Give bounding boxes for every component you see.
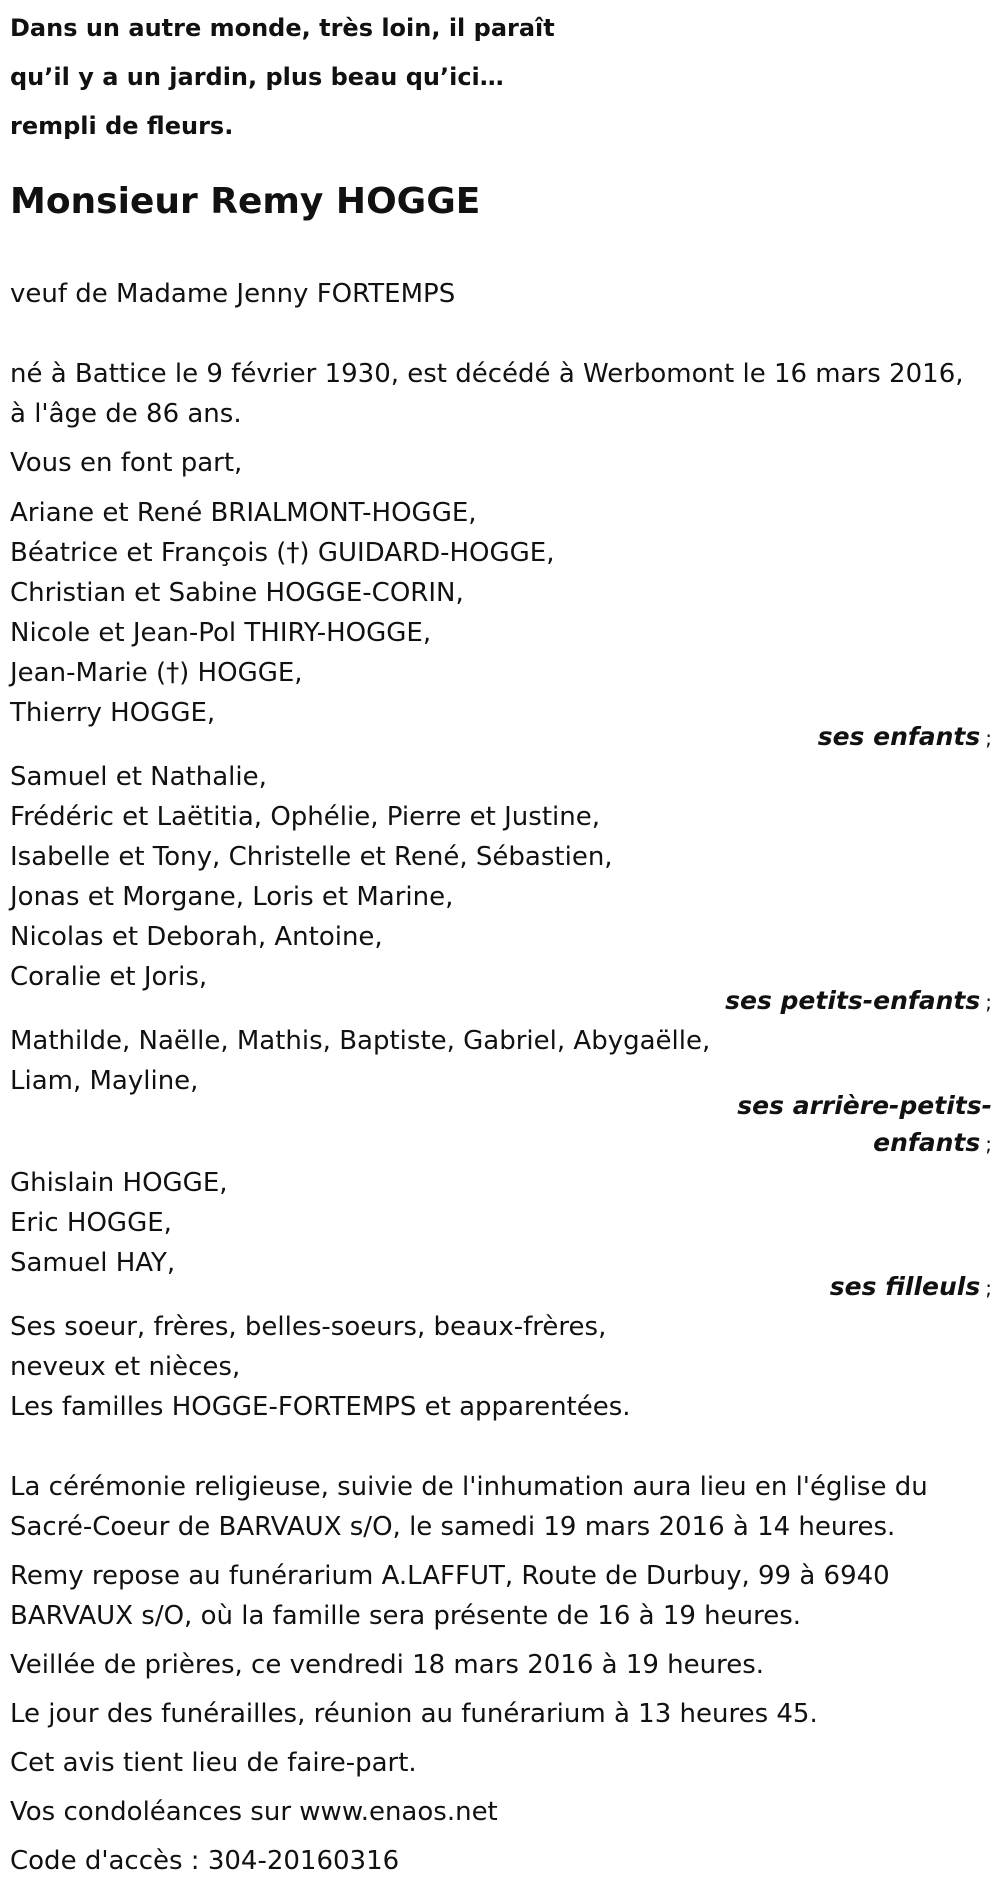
- role-label: ses enfants: [817, 722, 981, 751]
- list-item: Ghislain HOGGE,: [10, 1168, 228, 1198]
- birth-death-info: [10, 354, 990, 434]
- funeral-day-text: Le jour des funérailles, réunion au funérarium à 13 heures 45.: [10, 1699, 818, 1729]
- list-item: Samuel HAY,: [10, 1248, 176, 1278]
- poem: [10, 4, 630, 151]
- condolences-text: Vos condoléances sur www.enaos.net: [10, 1797, 498, 1827]
- list-item: Nicole et Jean-Pol THIRY-HOGGE,: [10, 618, 432, 648]
- list-item: Isabelle et Tony, Christelle et René, Sébastien,: [10, 842, 613, 872]
- grandchildren-list: [10, 757, 990, 997]
- widower-line: [10, 274, 990, 314]
- list-item: neveux et nièces,: [10, 1352, 241, 1382]
- ceremony-line: La cérémonie religieuse, suivie de l'inhumation aura lieu en l'église du: [10, 1472, 928, 1502]
- role-label: enfants: [873, 1128, 981, 1157]
- list-item: Béatrice et François (†) GUIDARD-HOGGE,: [10, 538, 555, 568]
- list-item: Ariane et René BRIALMONT-HOGGE,: [10, 498, 477, 528]
- deceased-name: Monsieur Remy HOGGE: [10, 181, 481, 222]
- poem-line: rempli de fleurs.: [10, 112, 234, 140]
- list-item: Eric HOGGE,: [10, 1208, 172, 1238]
- access-code-text: Code d'accès : 304-20160316: [10, 1846, 400, 1876]
- list-item: Nicolas et Deborah, Antoine,: [10, 922, 383, 952]
- list-item: Frédéric et Laëtitia, Ophélie, Pierre et Justine,: [10, 802, 600, 832]
- list-item: Christian et Sabine HOGGE-CORIN,: [10, 578, 464, 608]
- condolences-line: [10, 1792, 990, 1832]
- grandchildren-role: [725, 982, 992, 1021]
- godchildren-role: [830, 1268, 992, 1307]
- role-separator: ;: [985, 1276, 992, 1300]
- list-item: Les familles HOGGE-FORTEMPS et apparentées.: [10, 1392, 631, 1422]
- funerarium-line: Remy repose au funérarium A.LAFFUT, Route de Durbuy, 99 à 6940: [10, 1561, 890, 1591]
- notice-line: [10, 1743, 990, 1783]
- children-list: [10, 493, 990, 733]
- announce-line: [10, 443, 990, 483]
- godchildren-list: [10, 1163, 990, 1283]
- role-separator: ;: [985, 726, 992, 750]
- ceremony-line: Sacré-Coeur de BARVAUX s/O, le samedi 19 mars 2016 à 14 heures.: [10, 1512, 896, 1542]
- list-item: Thierry HOGGE,: [10, 698, 216, 728]
- birth-line: né à Battice le 9 février 1930, est décédé à Werbomont le 16 mars 2016,: [10, 359, 964, 389]
- vigil-text: Veillée de prières, ce vendredi 18 mars 2016 à 19 heures.: [10, 1650, 765, 1680]
- role-separator: ;: [985, 1132, 992, 1156]
- birth-line: à l'âge de 86 ans.: [10, 399, 242, 429]
- extended-family-list: [10, 1307, 990, 1427]
- list-item: Jean-Marie (†) HOGGE,: [10, 658, 303, 688]
- children-role: [818, 718, 992, 757]
- ceremony-info: [10, 1467, 990, 1547]
- list-item: Jonas et Morgane, Loris et Marine,: [10, 882, 454, 912]
- role-separator: ;: [985, 990, 992, 1014]
- list-item: Mathilde, Naëlle, Mathis, Baptiste, Gabriel, Abygaëlle,: [10, 1026, 711, 1056]
- list-item: Coralie et Joris,: [10, 962, 208, 992]
- poem-line: Dans un autre monde, très loin, il paraît: [10, 14, 555, 42]
- role-label: ses arrière-petits-: [737, 1091, 992, 1120]
- list-item: Samuel et Nathalie,: [10, 762, 267, 792]
- funeral-day-info: [10, 1694, 990, 1734]
- announce-text: Vous en font part,: [10, 448, 243, 478]
- great-grandchildren-role: [737, 1087, 992, 1163]
- access-code-line: [10, 1841, 990, 1881]
- funerarium-info: [10, 1556, 990, 1636]
- list-item: Ses soeur, frères, belles-soeurs, beaux-frères,: [10, 1312, 607, 1342]
- widower-text: veuf de Madame Jenny FORTEMPS: [10, 279, 456, 309]
- poem-line: qu’il y a un jardin, plus beau qu’ici…: [10, 63, 504, 91]
- list-item: Liam, Mayline,: [10, 1066, 199, 1096]
- notice-text: Cet avis tient lieu de faire-part.: [10, 1748, 417, 1778]
- role-label: ses filleuls: [829, 1272, 981, 1301]
- vigil-info: [10, 1645, 990, 1685]
- role-label: ses petits-enfants: [725, 986, 981, 1015]
- funerarium-line: BARVAUX s/O, où la famille sera présente de 16 à 19 heures.: [10, 1601, 802, 1631]
